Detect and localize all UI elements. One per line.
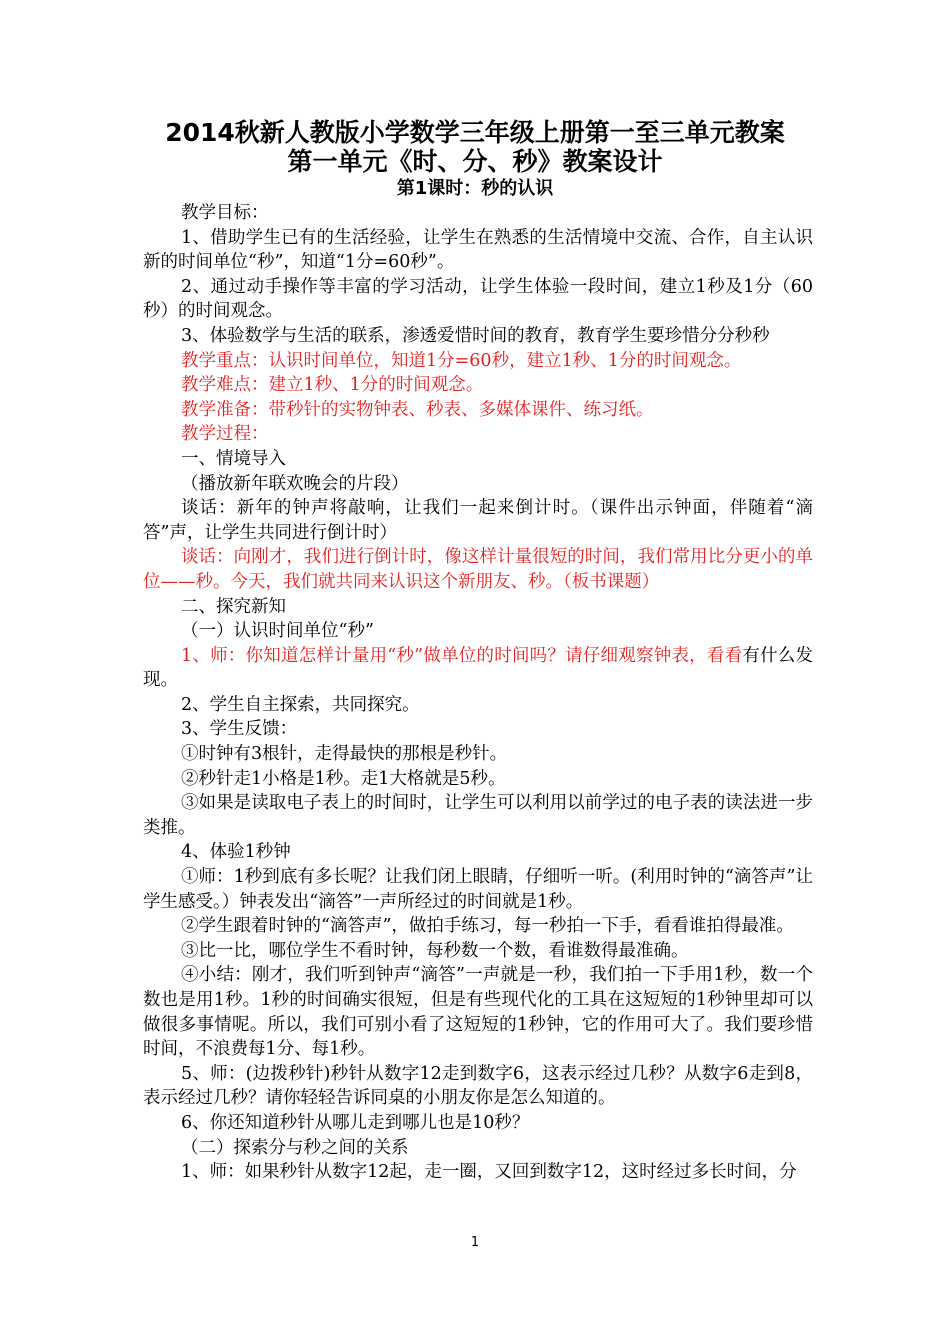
plain-text: 有什么发现。 xyxy=(143,645,814,691)
paragraph: 4、体验1秒钟 xyxy=(181,842,291,863)
paragraph: ②学生跟着时钟的“滴答声”，做拍手练习，每一秒拍一下手，看看谁拍得最准。 xyxy=(181,916,794,937)
paragraph: 5、师：(边拨秒针)秒针从数字12走到数字6，这表示经过几秒？从数字6走到8，表示经过几秒？请你轻轻告诉同桌的小朋友你是怎么知道的。 xyxy=(143,1063,813,1109)
unit-title: 第一单元《时、分、秒》教案设计 xyxy=(287,147,663,176)
page-number: 1 xyxy=(470,1235,480,1250)
paragraph: 教学重点：认识时间单位，知道1分=60秒，建立1秒、1分的时间观念。 xyxy=(181,350,742,371)
paragraph: 1、借助学生已有的生活经验，让学生在熟悉的生活情境中交流、合作，自主认识新的时间单位“秒”，知道“1分=60秒”。 xyxy=(143,227,813,273)
paragraph: 教学准备：带秒针的实物钟表、秒表、多媒体课件、练习纸。 xyxy=(181,399,654,420)
paragraph: 3、体验数学与生活的联系，渗透爱惜时间的教育，教育学生要珍惜分分秒秒 xyxy=(181,325,770,346)
paragraph: （播放新年联欢晚会的片段） xyxy=(181,473,409,494)
highlighted-text: 1、师：你知道怎样计量用“秒”做单位的时间吗？请仔细观察钟表，看看 xyxy=(181,645,743,666)
paragraph: 谈话：新年的钟声将敲响，让我们一起来倒计时。（课件出示钟面，伴随着“滴答”声，让学生共同进行倒计时） xyxy=(143,498,813,543)
lesson-title: 第1课时：秒的认识 xyxy=(396,178,554,199)
paragraph: ①时钟有3根针，走得最快的那根是秒针。 xyxy=(181,744,508,765)
paragraph: 1、师：如果秒针从数字12起，走一圈，又回到数字12，这时经过多长时间，分 xyxy=(181,1162,797,1183)
paragraph xyxy=(143,644,813,693)
paragraph: 6、你还知道秒针从哪儿走到哪儿也是10秒？ xyxy=(181,1112,530,1133)
paragraph: 2、通过动手操作等丰富的学习活动，让学生体验一段时间，建立1秒及1分（60秒）的时间观念。 xyxy=(143,276,813,322)
paragraph: 二、探究新知 xyxy=(181,596,286,617)
paragraph: 教学过程： xyxy=(181,424,269,445)
paragraph: ③比一比，哪位学生不看时钟，每秒数一个数，看谁数得最准确。 xyxy=(181,940,689,961)
paragraph: ②秒针走1小格是1秒。走1大格就是5秒。 xyxy=(181,768,506,789)
paragraph: （一）认识时间单位“秒” xyxy=(181,621,374,642)
paragraph: 3、学生反馈： xyxy=(181,719,298,740)
paragraph: 谈话：向刚才，我们进行倒计时，像这样计量很短的时间，我们常用比分更小的单位——秒。今天，我们就共同来认识这个新朋友、秒。（板书课题） xyxy=(143,547,813,592)
paragraph: 教学目标： xyxy=(181,203,269,223)
paragraph: ①师：1秒到底有多长呢？让我们闭上眼睛，仔细听一听。(利用时钟的“滴答声”让学生感受。）钟表发出“滴答”一声所经过的时间就是1秒。 xyxy=(143,867,813,912)
paragraph: ③如果是读取电子表上的时间时，让学生可以利用以前学过的电子表的读法进一步类推。 xyxy=(143,793,813,838)
paragraph: （二）探索分与秒之间的关系 xyxy=(181,1137,409,1158)
paragraph: 教学难点：建立1秒、1分的时间观念。 xyxy=(181,375,484,396)
document-title: 2014秋新人教版小学数学三年级上册第一至三单元教案 xyxy=(165,118,785,147)
lesson-body xyxy=(143,201,813,1185)
paragraph: 2、学生自主探索，共同探究。 xyxy=(181,694,420,715)
paragraph: ④小结：刚才，我们听到钟声“滴答”一声就是一秒，我们拍一下手用1秒，数一个数也是用1秒。1秒的时间确实很短，但是有些现代化的工具在这短短的1秒钟里却可以做很多事情呢。所以，我们可别小看了这短短的1秒钟，它的作用可大了。我们要珍惜时间，不浪费每1分、每1秒。 xyxy=(143,965,813,1060)
paragraph: 一、情境导入 xyxy=(181,448,286,469)
